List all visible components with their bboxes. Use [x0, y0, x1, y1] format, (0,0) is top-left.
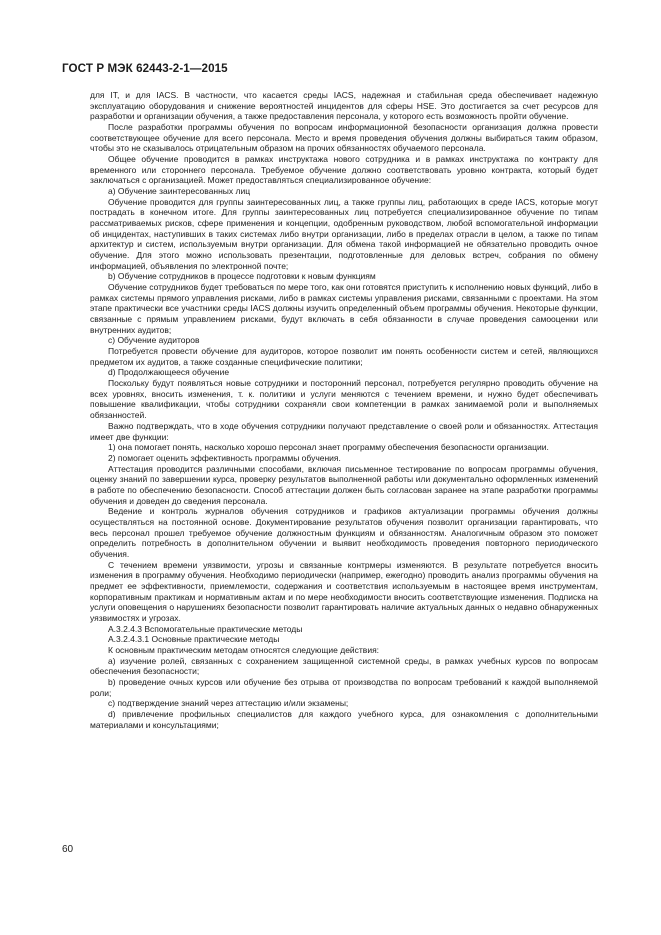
paragraph: Аттестация проводится различными способами, включая письменное тестирование по вопросам программы обучения, оценку знаний по завершении курса, проверку результатов выполненной работы или документально оформленных изменений в работе по обеспечению безопасности. Способ аттестации должен быть согласован заранее на этапе разработки программы обучения и доведен до сведения персонала.	[90, 463, 598, 506]
paragraph: Общее обучение проводится в рамках инструктажа нового сотрудника и в рамках инструктажа по контракту для временного или стороннего персонала. Требуемое обучение должно соответствовать уровню контракта, который будет заключаться с организацией. Может предоставляться специализированное обучение:	[90, 154, 598, 186]
paragraph: С течением времени уязвимости, угрозы и связанные контрмеры изменяются. В результате потребуется вносить изменения в программу обучения. Необходимо периодически (например, ежегодно) проводить анализ программы обучения на предмет ее эффективности, приемлемости, содержания и соответствия используемым в настоящее время инструментам, корпоративным практикам и нормативным актам и по мере необходимости вносить соответствующие изменения. Подписка на услуги оповещения о нарушениях безопасности позволит гарантировать наличие актуальных данных о недавно обнаруженных уязвимостях и угрозах.	[90, 559, 598, 623]
standard-header: ГОСТ Р МЭК 62443-2-1—2015	[62, 62, 228, 75]
paragraph: А.3.2.4.3.1 Основные практические методы	[108, 634, 280, 645]
paragraph: b) проведение очных курсов или обучение без отрыва от производства по вопросам требований к каждой выполняемой роли;	[90, 676, 598, 698]
paragraph: Обучение проводится для группы заинтересованных лиц, а также группы лиц, работающих в среде IACS, которые могут пострадать в конечном итоге. Для группы заинтересованных лиц потребуется специализированное обучение по типам рассматриваемых рисков, сфере применения и концепции, одобренным руководством, любой вспомогательной информации об инцидентах, наступивших в таких системах либо внутри организации, либо в пределах отрасли в целом, а также по типам архитектур и систем, используемым внутри организации. Для обмена такой информацией не обязательно проводить очное обучение. Для этого можно использовать презентации, подготовленные для деловых встреч, собрания по обмену информацией, объявления по электронной почте;	[90, 196, 598, 271]
paragraph: Важно подтверждать, что в ходе обучения сотрудники получают представление о своей роли и обязанностях. Аттестация имеет две функции:	[90, 420, 598, 442]
paragraph: a) изучение ролей, связанных с сохранением защищенной системной среды, в рамках учебных курсов по вопросам обеспечения безопасности;	[90, 655, 598, 677]
paragraph: d) привлечение профильных специалистов для каждого учебного курса, для ознакомления с дополнительными материалами и консультациями;	[90, 708, 598, 730]
body-text	[90, 90, 598, 730]
paragraph: Поскольку будут появляться новые сотрудники и посторонний персонал, потребуется регулярно проводить обучение на всех уровнях, вносить изменения, т. к. политики и услуги меняются с течением времени, и нужно будет обеспечивать повышение квалификации, чтобы сотрудники сохраняли свои компетенции в рамках занимаемой роли и выполняемых обязанностей.	[90, 378, 598, 421]
paragraph: d) Продолжающееся обучение	[108, 367, 230, 378]
paragraph: c) подтверждение знаний через аттестацию и/или экзамены;	[108, 698, 349, 709]
paragraph: a) Обучение заинтересованных лиц	[108, 186, 251, 197]
paragraph: 2) помогает оценить эффективность программы обучения.	[108, 452, 341, 463]
paragraph: c) Обучение аудиторов	[108, 335, 200, 346]
page-number: 60	[62, 844, 74, 855]
paragraph: После разработки программы обучения по вопросам информационной безопасности организация должна провести соответствующее обучение для всего персонала. Место и время проведения обучения должны выбираться таким образом, чтобы это не сказывалось отрицательным образом на прочих обязанностях обучаемого персонала.	[90, 122, 598, 154]
paragraph: К основным практическим методам относятся следующие действия:	[108, 644, 380, 655]
paragraph: для IT, и для IACS. В частности, что касается среды IACS, надежная и стабильная среда обеспечивает надежную эксплуатацию оборудования и снижение вероятностей инцидентов для сферы HSE. Это достигается за счет ресурсов для разработки и организации обучения, а также предоставления персонала, у которого есть возможность пройти обучение.	[90, 90, 598, 122]
paragraph: Потребуется провести обучение для аудиторов, которое позволит им понять особенности систем и сетей, являющихся предметом их аудитов, а также созданные специфические политики;	[90, 346, 598, 367]
paragraph: b) Обучение сотрудников в процессе подготовки к новым функциям	[108, 271, 376, 282]
paragraph: Обучение сотрудников будет требоваться по мере того, как они готовятся приступить к исполнению новых функций, либо в рамках системы прямого управления рисками, либо в рамках системы управления рисками, связанными с проектами. На этом этапе практически все участники среды IACS должны изучить определенный объем программы обучения. Некоторые функции, связанные с прямым управлением рисками, будут включать в себя обязанности в случае проведения самооценки или внутренних аудитов;	[90, 282, 598, 335]
paragraph: А.3.2.4.3 Вспомогательные практические методы	[108, 623, 303, 634]
paragraph: 1) она помогает понять, насколько хорошо персонал знает программу обеспечения безопасности организации.	[108, 442, 549, 453]
paragraph: Ведение и контроль журналов обучения сотрудников и графиков актуализации программы обучения должны осуществляться на постоянной основе. Документирование результатов обучения позволит организации гарантировать, что весь персонал прошел требуемое обучение должностным функциям и обязанностям. Аналогичным образом это поможет определить потребность в дополнительном обучении и выявит необходимость проведения повторного периодического обучения.	[90, 506, 598, 559]
